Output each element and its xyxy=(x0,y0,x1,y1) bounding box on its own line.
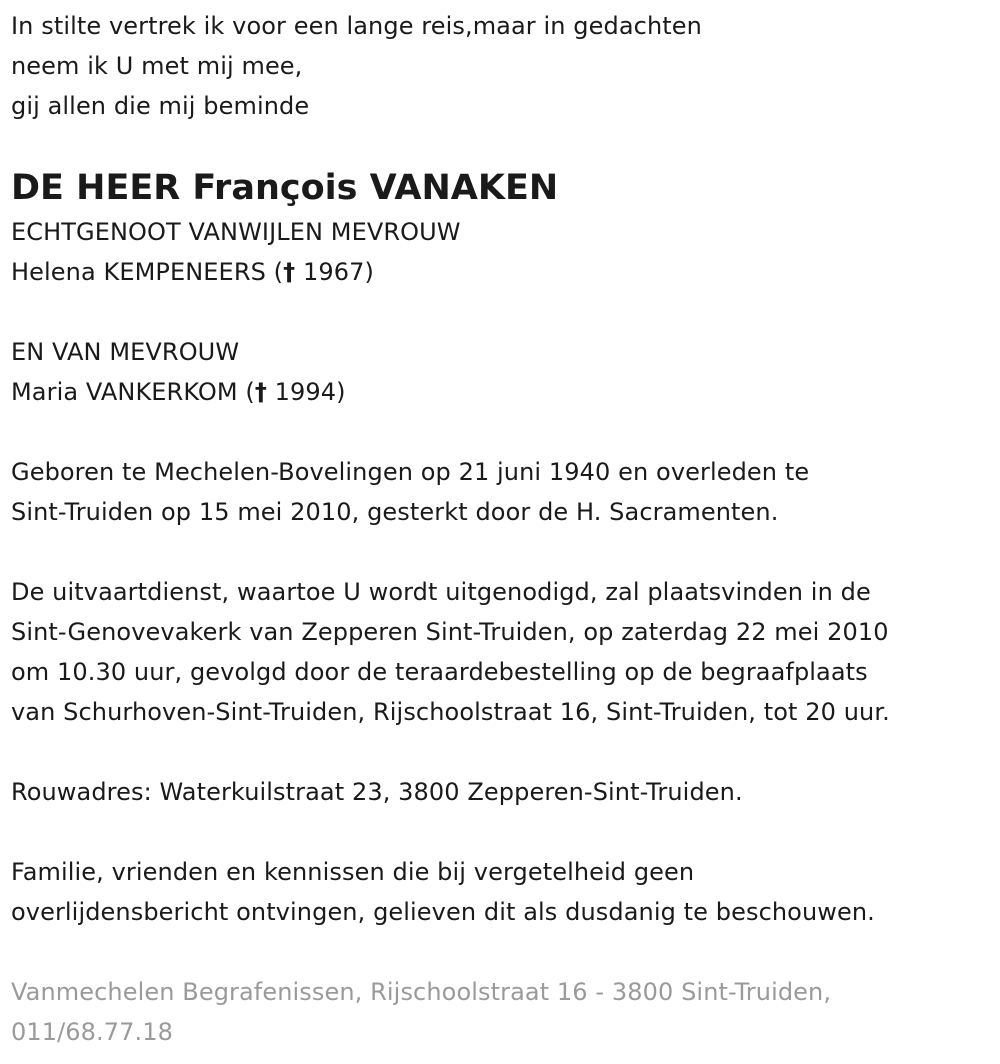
service-line-3: om 10.30 uur, gevolgd door de teraardebestelling op de begraafplaats xyxy=(11,658,868,686)
spacer xyxy=(11,412,1000,452)
poem-line-1: In stilte vertrek ik voor een lange reis,maar in gedachten xyxy=(11,12,702,40)
spacer xyxy=(11,532,1000,572)
service-paragraph xyxy=(11,572,1000,732)
cross-icon: † xyxy=(283,258,296,286)
spacer xyxy=(11,732,1000,772)
address-paragraph xyxy=(11,772,1000,812)
poem xyxy=(11,6,1000,126)
spouse-1-title: ECHTGENOOT VANWIJLEN MEVROUW xyxy=(11,218,461,246)
cross-icon: † xyxy=(254,378,267,406)
family-note-paragraph xyxy=(11,852,1000,932)
poem-line-3: gij allen die mij beminde xyxy=(11,92,310,120)
deceased-name: DE HEER François VANAKEN xyxy=(11,168,559,208)
service-line-4: van Schurhoven-Sint-Truiden, Rijschoolstraat 16, Sint-Truiden, tot 20 uur. xyxy=(11,698,890,726)
poem-line-2: neem ik U met mij mee, xyxy=(11,52,303,80)
footer-line-2: 011/68.77.18 xyxy=(11,1018,173,1046)
birth-death-line-1: Geboren te Mechelen-Bovelingen op 21 juni 1940 en overleden te xyxy=(11,458,810,486)
family-note-line-1: Familie, vrienden en kennissen die bij vergetelheid geen xyxy=(11,858,695,886)
spouse-1-year: 1967) xyxy=(295,258,374,286)
spacer xyxy=(11,812,1000,852)
birth-death-line-2: Sint-Truiden op 15 mei 2010, gesterkt door de H. Sacramenten. xyxy=(11,498,779,526)
spacer xyxy=(11,932,1000,972)
spouse-2-title: EN VAN MEVROUW xyxy=(11,338,240,366)
birth-death-paragraph xyxy=(11,452,1000,532)
footer-line-1: Vanmechelen Begrafenissen, Rijschoolstraat 16 - 3800 Sint-Truiden, xyxy=(11,978,832,1006)
service-line-2: Sint-Genovevakerk van Zepperen Sint-Truiden, op zaterdag 22 mei 2010 xyxy=(11,618,889,646)
spacer xyxy=(11,292,1000,332)
service-line-1: De uitvaartdienst, waartoe U wordt uitgenodigd, zal plaatsvinden in de xyxy=(11,578,871,606)
family-note-line-2: overlijdensbericht ontvingen, gelieven dit als dusdanig te beschouwen. xyxy=(11,898,875,926)
spouse-2-name xyxy=(11,372,1000,412)
spouse-2-year: 1994) xyxy=(266,378,346,406)
address-line: Rouwadres: Waterkuilstraat 23, 3800 Zepperen-Sint-Truiden. xyxy=(11,778,743,806)
spouse-1-name xyxy=(11,252,1000,292)
spouse-1-name-text: Helena KEMPENEERS ( xyxy=(11,258,284,286)
deceased-block xyxy=(11,164,1000,412)
funeral-home-footer xyxy=(11,972,1000,1052)
spouse-2-name-text: Maria VANKERKOM ( xyxy=(11,378,255,406)
